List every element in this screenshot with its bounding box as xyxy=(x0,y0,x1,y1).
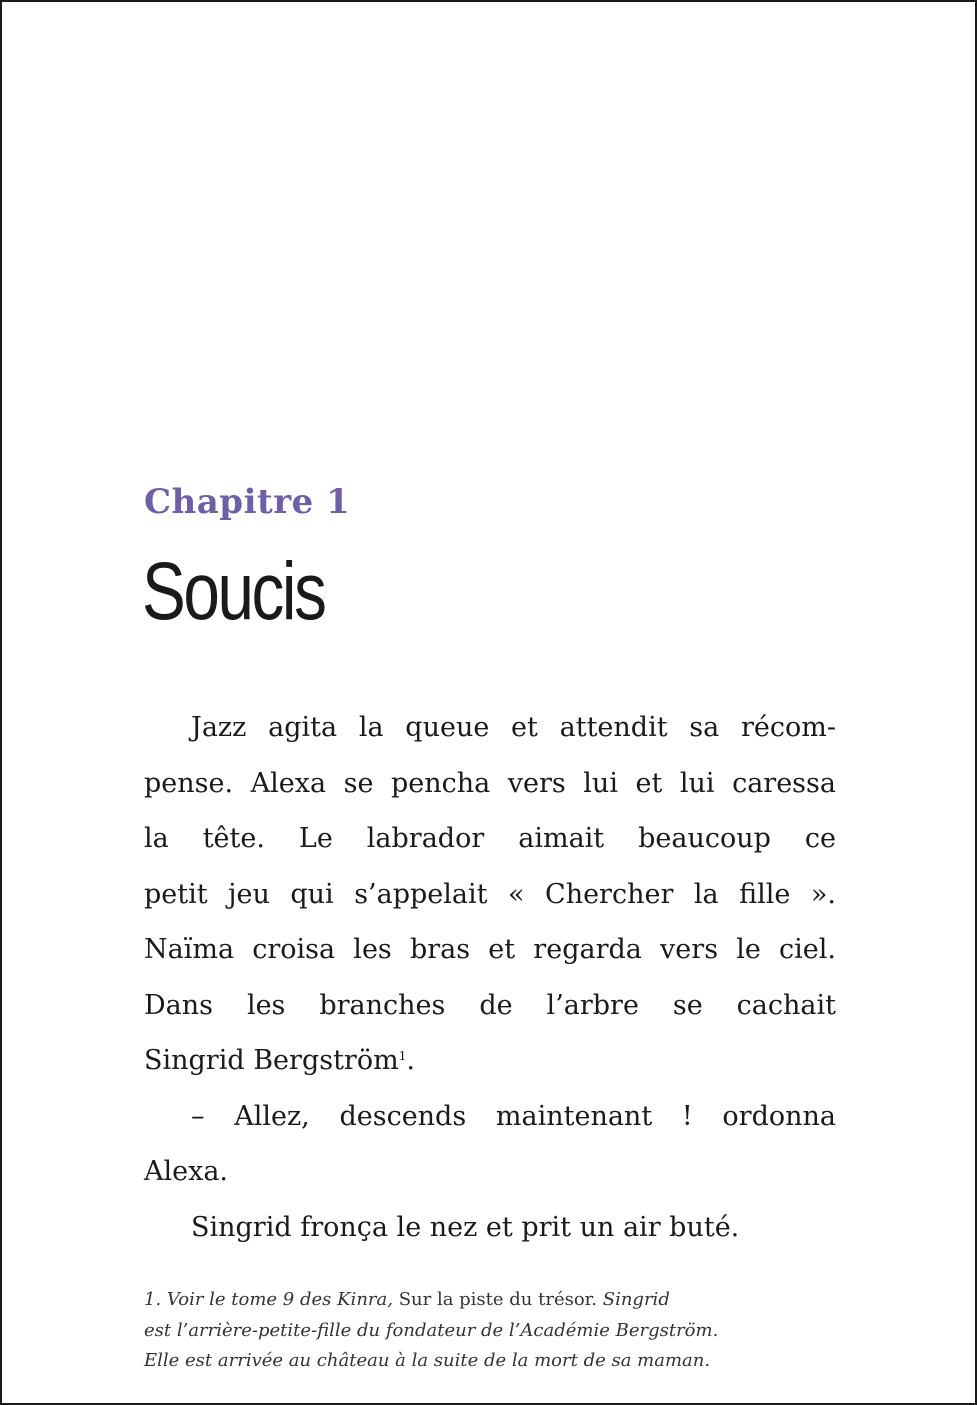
footnote-line-1 xyxy=(144,1285,844,1316)
footnote-book-title: Sur la piste du trésor. xyxy=(392,1289,598,1310)
footnote-italic-b: Singrid xyxy=(597,1289,670,1310)
footnote-reference: 1 xyxy=(398,1049,407,1063)
body-line-8: – Allez, descends maintenant ! ordonna xyxy=(191,1100,836,1132)
body-line-1: Jazz agita la queue et attendit sa récom- xyxy=(191,712,836,743)
body-line-3: la tête. Le labrador aimait beaucoup ce xyxy=(144,823,836,854)
body-line-7 xyxy=(144,1033,836,1089)
body-line-2: pense. Alexa se pencha vers lui et lui caressa xyxy=(144,767,836,799)
body-line-9: Alexa. xyxy=(144,1156,229,1187)
footnote-italic-a: 1. Voir le tome 9 des Kinra, xyxy=(144,1289,393,1310)
body-line-7-end: . xyxy=(406,1045,415,1076)
body-line-4: petit jeu qui s’appelait « Chercher la fille ». xyxy=(144,878,836,910)
body-line-7-text: Singrid Bergström xyxy=(144,1045,399,1076)
body-text xyxy=(144,700,836,1255)
footnote-line-3: Elle est arrivée au château à la suite de la mort de sa maman. xyxy=(144,1350,711,1371)
body-line-10: Singrid fronça le nez et prit un air buté. xyxy=(191,1211,740,1243)
chapter-label: Chapitre 1 xyxy=(144,482,351,522)
body-line-5: Naïma croisa les bras et regarda vers le ciel. xyxy=(144,934,836,965)
chapter-title: Soucis xyxy=(142,546,325,637)
footnote-line-2: est l’arrière-petite-fille du fondateur de l’Académie Bergström. xyxy=(144,1319,719,1341)
footnote xyxy=(144,1285,844,1377)
body-line-6: Dans les branches de l’arbre se cachait xyxy=(144,989,836,1021)
